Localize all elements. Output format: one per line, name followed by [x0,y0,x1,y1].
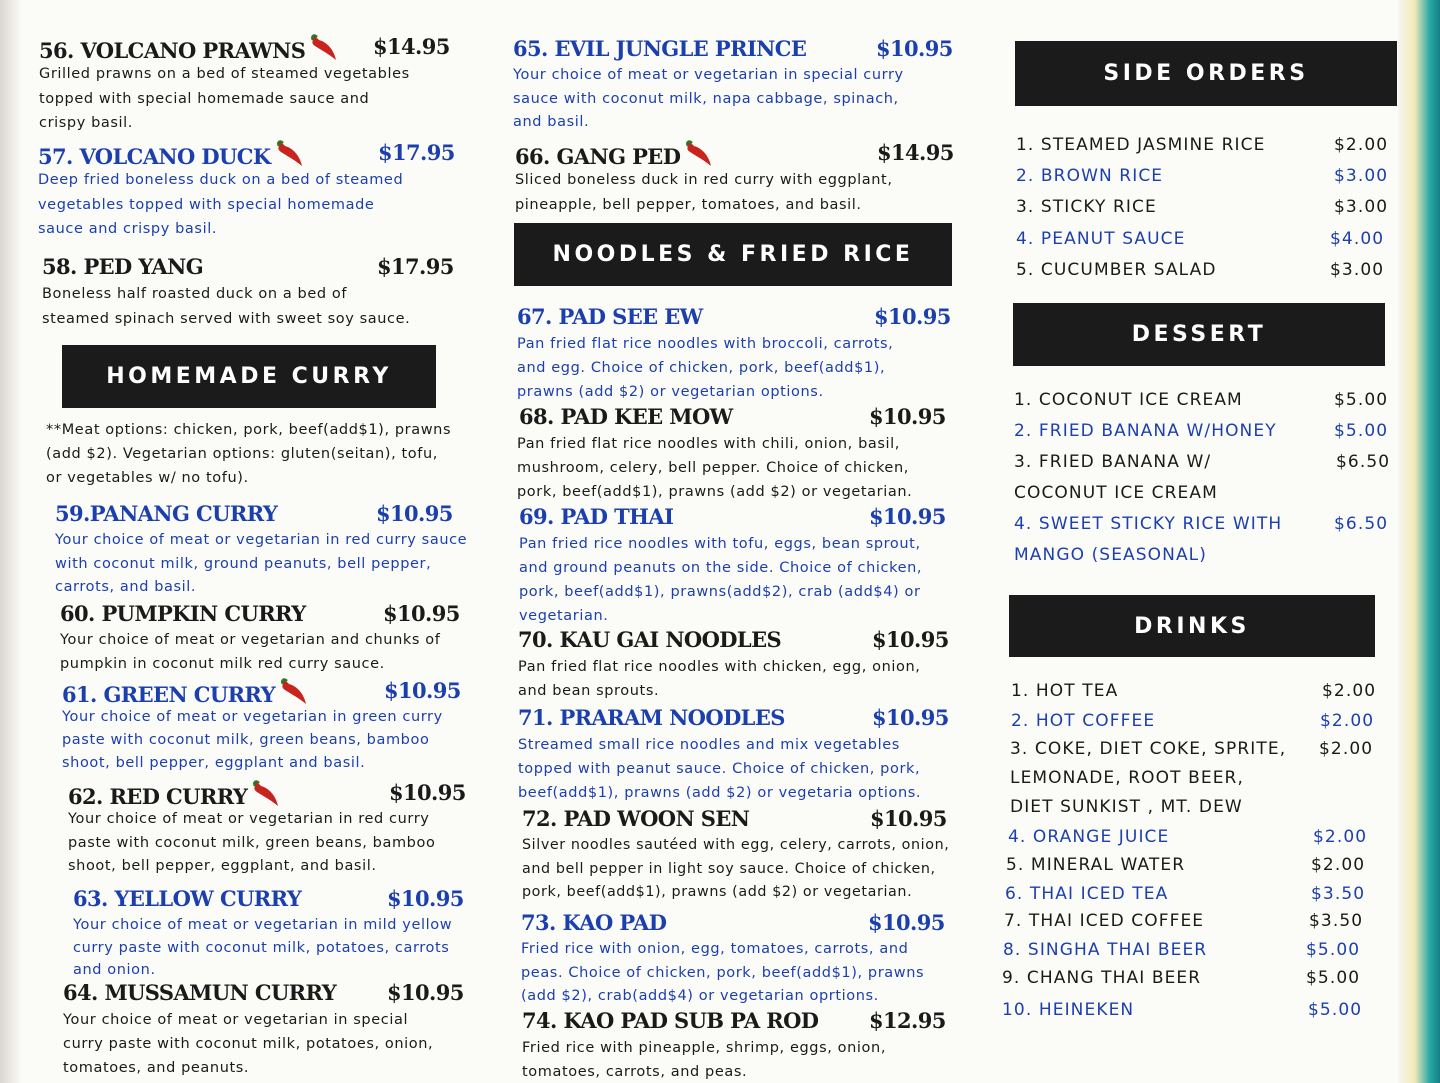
item-price: $10.95 [387,886,464,911]
item-price: $10.95 [872,627,949,652]
item-price: $10.95 [876,36,953,61]
item-description: Your choice of meat or vegetarian in green curry paste with coconut milk, green beans, bamboo shoot, bell pepper, eggplant and basil. [62,709,443,771]
item-name: 74. KAO PAD SUB PA ROD [522,1008,819,1033]
item-description: Your choice of meat or vegetarian in mild yellow curry paste with coconut milk, potatoes, carrots and onion. [73,917,453,978]
menu-item-59 [55,501,495,600]
item-description: Pan fried flat rice noodles with broccoli, carrots, and egg. Choice of chicken, pork, beef(add$1), prawns (add $2) or vegetarian options. [517,336,894,400]
section-banner-drinks: DRINKS [1009,595,1375,657]
menu-item-67 [517,304,957,404]
item-name: 65. EVIL JUNGLE PRINCE [513,36,807,61]
section-banner-dessert: DESSERT [1013,303,1385,366]
menu-item-72 [522,806,962,905]
item-price: $10.95 [869,404,946,429]
menu-item-65 [513,36,953,135]
item-description: Deep fried boneless duck on a bed of steamed vegetables topped with special homemade sauce and crispy basil. [38,172,404,237]
item-description: Your choice of meat or vegetarian in special curry sauce with coconut milk, napa cabbage, spinach, and basil. [513,67,904,130]
item-description: Pan fried flat rice noodles with chili, onion, basil, mushroom, celery, bell pepper. Choice of chicken, pork, beef(add$1), prawns (add $2) or vegetarian. [517,436,913,500]
item-name: 61. GREEN CURRY [62,678,307,707]
item-description: Your choice of meat or vegetarian in red curry paste with coconut milk, green beans, bamboo shoot, bell pepper, eggplant, and basil. [68,811,436,874]
item-description: Fried rice with onion, egg, tomatoes, carrots, and peas. Choice of chicken, pork, beef(add$1), prawns (add $2), crab(add$4) or vegetarian oprtions. [521,941,925,1004]
chili-pepper-icon [277,678,307,706]
item-description: Streamed small rice noodles and mix vegetables topped with peanut sauce. Choice of chicken, pork, beef(add$1), prawns (add $2) or vegetaria options. [518,737,922,801]
menu-item-70 [518,627,958,703]
chili-pepper-icon [273,140,303,168]
item-name: 73. KAO PAD [521,910,667,935]
menu-item-61 [62,678,482,775]
item-name: 67. PAD SEE EW [517,304,703,329]
item-description: Sliced boneless duck in red curry with eggplant, pineapple, bell pepper, tomatoes, and basil. [515,172,893,213]
menu-item-69 [519,504,959,628]
item-price: $17.95 [377,254,454,279]
item-price: $10.95 [874,304,951,329]
menu-item-58 [42,254,462,331]
item-name: 66. GANG PED [515,140,712,169]
item-name: 63. YELLOW CURRY [73,886,302,911]
item-description: Silver noodles sautéed with egg, celery, carrots, onion, and bell pepper in light soy sauce. Choice of chicken, pork, beef(add$1), prawns (add $2) or vegetarian. [522,837,950,900]
menu-item-73 [521,910,961,1009]
item-name: 69. PAD THAI [519,504,674,529]
item-price: $10.95 [389,780,466,805]
item-name: 71. PRARAM NOODLES [518,705,785,730]
item-price: $10.95 [384,678,461,703]
item-description: Pan fried flat rice noodles with chicken, egg, onion, and bean sprouts. [518,659,921,699]
item-name: 60. PUMPKIN CURRY [60,601,306,626]
item-price: $14.95 [373,34,450,59]
menu-item-74 [522,1008,962,1083]
item-name: 70. KAU GAI NOODLES [518,627,782,652]
item-name: 62. RED CURRY [68,780,279,809]
item-price: $10.95 [383,601,460,626]
menu-item-66 [515,140,954,217]
item-price: $10.95 [868,910,945,935]
menu-item-68 [517,404,957,504]
item-description: Fried rice with pineapple, shrimp, eggs, onion, tomatoes, carrots, and peas. [522,1040,887,1080]
item-description: Pan fried rice noodles with tofu, eggs, bean sprout, and ground peanuts on the side. Choice of chicken, pork, beef(add$1), prawns(add$2), crab (add$4) or vegetarian. [519,536,923,624]
menu-item-71 [518,705,958,805]
item-name: 59.PANANG CURRY [55,501,278,526]
section-banner-noodles-fried-rice: NOODLES & FRIED RICE [514,223,952,286]
menu-page: 56. VOLCANO PRAWNS $14.95 Grilled prawns on a bed of steamed vegetables topped with special homemade sauce and crispy basil. 57. VOLCANO DUCK $17.95 Deep fried boneless duck on a bed of steamed vegetables topped with special homemade sauce and crispy basil. 58. PED YANG $17.95 Boneless half roasted duck on a bed of steamed spinach served with sweet soy sauce. HOMEMADE CURRY **Meat options: chicken, pork, beef(add$1), prawns (add $2). Vegetarian options: gluten(seitan), tofu, or vegetables w/ no tofu). 59.PANANG CURRY $10.95 Your choice of meat or vegetarian in red curry sauce with coconut milk, ground peanuts, bell pepper, carrots, and basil. 60. PUMPKIN CURRY $10.95 Your choice of meat or vegetarian and chunks of pumpkin in coconut milk red curry sauce. 61. GREEN CURRY $10.95 Your choice of meat or vegetarian in green curry paste with coconut milk, green beans, bamboo shoot, bell pepper, eggplant and basil. 62. RED CURRY $10.95 Your choice of meat or vegetarian in red curry paste with coconut milk, green beans, bamboo shoot, bell pepper, eggplant, and basil. 63. YELLOW CURRY $10.95 Your choice of meat or vegetarian in mild yellow curry paste with coconut milk, potatoes, carrots and onion. 64. MUSSAMUN CURRY $10.95 Your choice of meat or vegetarian in special curry paste with coconut milk, potatoes, onion, tomatoes, and peanuts. 65. EVIL JUNGLE PRINCE $10.95 Your choice of meat or vegetarian in special curry sauce with coconut milk, napa cabbage, spinach, and basil. 66. GANG PED $14.95 Sliced boneless duck in red curry with eggplant, pineapple, bell pepper, tomatoes, and basil. NOODLES & FRIED RICE 67. PAD SEE EW $10.95 Pan fried flat rice noodles with broccoli, carrots, and egg. Choice of chicken, pork, beef(add$1), prawns (add $2) or vegetarian options. 68. PAD KEE MOW $10.95 Pan fried flat rice noodles with chili, onion, basil, mushroom, celery, bell pepper. Choice of chicken, pork, beef(add$1), prawns (add $2) or vegetarian. 69. PAD THAI $10.95 Pan fried rice noodles with tofu, eggs, bean sprout, and ground peanuts on the side. Choice of chicken, pork, beef(add$1), prawns(add$2), crab (add$4) or vegetarian. 70. KAU GAI NOODLES $10.95 Pan fried flat rice noodles with chicken, egg, onion, and bean sprouts. 71. PRARAM NOODLES $10.95 Streamed small rice noodles and mix vegetables topped with peanut sauce. Choice of chicken, pork, beef(add$1), prawns (add $2) or vegetaria options. 72. PAD WOON SEN $10.95 Silver noodles sautéed with egg, celery, carrots, onion, and bell pepper in light soy sauce. Choice of chicken, pork, beef(add$1), prawns (add $2) or vegetarian. 73. KAO PAD $10.95 Fried rice with onion, egg, tomatoes, carrots, and peas. Choice of chicken, pork, beef(add$1), prawns (add $2), crab(add$4) or vegetarian oprtions. 74. KAO PAD SUB PA ROD $12.95 Fried rice with pineapple, shrimp, eggs, onion, tomatoes, carrots, and peas. SIDE ORDERS 1. STEAMED JASMINE RICE $2.00 2. BROWN RICE $3.00 3. STICKY RICE $3.00 4. PEANUT SAUCE $4.00 5. CUCUMBER SALAD $3.00 DESSERT 1. COCONUT ICE CREAM $5.00 2. FRIED BANANA W/HONEY $5.00 3. FRIED BANANA W/ $6.50 COCONUT ICE CREAM 4. SWEET STICKY RICE WITH $6.50 MANGO (SEASONAL) DRINKS 1. HOT TEA $2.00 2. HOT COFFEE $2.00 3. COKE, DIET COKE, SPRITE, $2.00 LEMONADE, ROOT BEER, DIET SUNKIST , MT. DEW 4. ORANGE JUICE $2.00 5. MINERAL WATER $2.00 6. THAI ICED TEA $3.50 7. THAI ICED COFFEE $3.50 8. SINGHA THAI BEER $5.00 9. CHANG THAI BEER $5.00 10. HEINEKEN $5.00 [0,0,1440,1083]
item-name: 58. PED YANG [42,254,204,279]
section-banner-homemade-curry: HOMEMADE CURRY [62,345,436,408]
item-price: $10.95 [376,501,453,526]
menu-item-56 [39,34,459,136]
item-name: 56. VOLCANO PRAWNS [39,34,337,63]
menu-item-60 [60,601,480,676]
item-name: 64. MUSSAMUN CURRY [63,980,337,1005]
item-description: Grilled prawns on a bed of steamed vegetables topped with special homemade sauce and crispy basil. [39,66,410,131]
menu-item-62 [68,780,488,879]
section-banner-side-orders: SIDE ORDERS [1015,41,1397,106]
item-description: Boneless half roasted duck on a bed of steamed spinach served with sweet soy sauce. [42,286,411,327]
item-name: 72. PAD WOON SEN [522,806,750,831]
chili-pepper-icon [682,140,712,168]
chili-pepper-icon [307,34,337,62]
item-price: $12.95 [869,1008,946,1033]
menu-item-64 [63,980,483,1080]
item-price: $10.95 [869,504,946,529]
item-description: Your choice of meat or vegetarian and chunks of pumpkin in coconut milk red curry sauce. [60,632,441,672]
item-price: $14.95 [877,140,954,165]
page-right-edge [1398,0,1440,1083]
item-name: 68. PAD KEE MOW [519,404,733,429]
item-name: 57. VOLCANO DUCK [38,140,303,169]
curry-options-note: **Meat options: chicken, pork, beef(add$1), prawns (add $2). Vegetarian options: gluten(seitan), tofu, or vegetables w/ no tofu). [46,422,452,486]
chili-pepper-icon [249,780,279,808]
page-left-edge [0,0,22,1083]
item-price: $10.95 [872,705,949,730]
item-description: Your choice of meat or vegetarian in red curry sauce with coconut milk, ground peanuts, bell pepper, carrots, and basil. [55,532,468,595]
item-description: Your choice of meat or vegetarian in special curry paste with coconut milk, potatoes, onion, tomatoes, and peanuts. [63,1012,434,1076]
item-price: $17.95 [378,140,455,165]
menu-item-63 [73,886,493,982]
item-price: $10.95 [870,806,947,831]
menu-item-57 [38,140,458,242]
item-price: $10.95 [387,980,464,1005]
